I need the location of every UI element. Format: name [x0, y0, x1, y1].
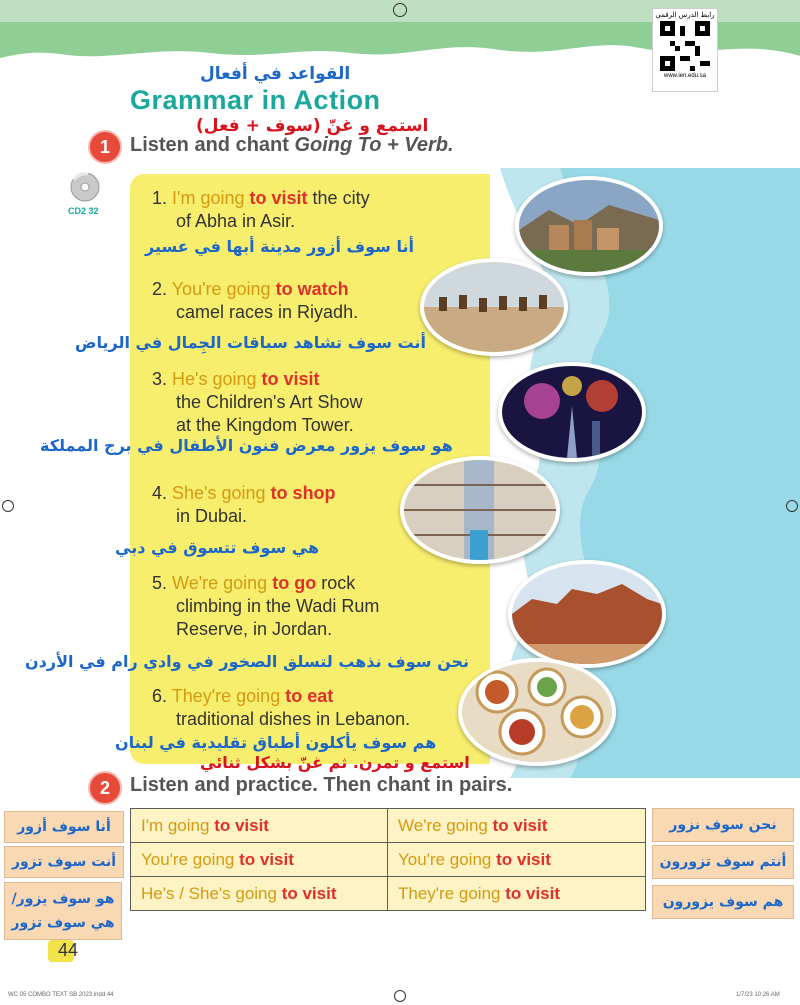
cell-subject: He's / She's going: [141, 883, 277, 903]
table-cell: [131, 843, 388, 877]
arabic-title: القواعد في أفعال: [200, 64, 351, 84]
item-line3: Reserve, in Jordan.: [176, 619, 333, 639]
cd-track-label: CD2 32: [68, 206, 99, 216]
item-line2: climbing in the Wadi Rum: [176, 596, 380, 616]
item-subject: I'm going: [172, 188, 245, 208]
footer-slug-left: WC 05 COMBO TEXT SB 2023.indd 44: [8, 992, 114, 998]
sentence-item-2: [152, 278, 452, 324]
item-verb: to eat: [285, 686, 334, 706]
item-subject: They're going: [171, 686, 281, 706]
arabic-translation-5: نحن سوف نذهب لتسلق الصخور في وادي رام في الأردن: [25, 652, 470, 671]
sentence-item-6: [152, 685, 472, 731]
table-cell: [131, 877, 388, 911]
cell-verb: to visit: [281, 883, 337, 903]
cell-verb: to visit: [492, 815, 548, 835]
page-number: 44: [58, 940, 79, 960]
table-cell: [388, 809, 646, 843]
item-number: 3.: [152, 369, 168, 389]
cell-subject: They're going: [398, 883, 501, 903]
item-line2: traditional dishes in Lebanon.: [176, 709, 411, 729]
item-subject: He's going: [172, 369, 257, 389]
photo-dubai-mall: [400, 456, 560, 564]
cell-verb: to visit: [239, 849, 294, 869]
qr-code-icon: [660, 21, 710, 71]
registration-mark-icon: [2, 500, 14, 512]
audio-cd-icon[interactable]: [68, 172, 102, 204]
item-number: 5.: [152, 573, 168, 593]
arabic-label-left-2: أنت سوف تزور: [4, 846, 124, 878]
table-row: [131, 877, 646, 911]
arabic-label-right-1: نحن سوف نزور: [652, 808, 794, 842]
item-verb: to go: [272, 573, 317, 593]
item-subject: You're going: [171, 279, 271, 299]
cell-subject: I'm going: [141, 815, 210, 835]
section2-arabic-heading: استمع و تمرن. ثم غنّ بشكل ثنائي: [200, 753, 470, 772]
photo-abha-city: [515, 176, 663, 276]
qr-caption: رابط الدرس الرقمي: [655, 11, 715, 19]
arabic-translation-6: هم سوف يأكلون أطباق تقليدية في لبنان: [115, 733, 437, 752]
item-verb: to watch: [275, 279, 349, 299]
item-line2: of Abha in Asir.: [176, 211, 296, 231]
item-rest: rock: [316, 573, 356, 593]
arabic-translation-1: أنا سوف أزور مدينة أبها في عسير: [145, 237, 414, 256]
item-number: 6.: [152, 686, 168, 706]
item-verb: to visit: [261, 369, 320, 389]
cell-subject: We're going: [398, 815, 488, 835]
item-line3: at the Kingdom Tower.: [176, 415, 354, 435]
item-rest: the city: [307, 188, 370, 208]
cell-subject: You're going: [398, 849, 492, 869]
photo-kingdom-tower: [498, 362, 646, 462]
arabic-label-right-2: أنتم سوف تزورون: [652, 845, 794, 879]
item-line2: in Dubai.: [176, 506, 248, 526]
item-subject: She's going: [172, 483, 266, 503]
item-line2: camel races in Riyadh.: [176, 302, 359, 322]
arabic-translation-3: هو سوف يزور معرض فنون الأطفال في برج المملكة: [40, 436, 453, 455]
arabic-translation-4: هي سوف تتسوق في دبي: [115, 538, 320, 557]
sentence-item-3: [152, 368, 452, 437]
qr-url: www.ien.edu.sa: [663, 73, 707, 79]
item-number: 1.: [152, 188, 168, 208]
section1-number-badge: 1: [88, 130, 122, 164]
arabic-translation-2: أنت سوف تشاهد سباقات الجِمال في الرياض: [75, 333, 426, 352]
sentence-item-1: [152, 187, 452, 233]
registration-mark-icon: [394, 990, 406, 1002]
registration-mark-icon: [393, 3, 407, 17]
item-number: 4.: [152, 483, 168, 503]
cell-verb: to visit: [214, 815, 269, 835]
item-subject: We're going: [172, 573, 268, 593]
table-cell: [388, 843, 646, 877]
section2-heading: Listen and practice. Then chant in pairs.: [130, 774, 513, 796]
item-line2: the Children's Art Show: [176, 392, 363, 412]
cell-subject: You're going: [141, 849, 235, 869]
table-row: [131, 809, 646, 843]
sentence-item-5: [152, 572, 472, 641]
photo-wadi-rum: [508, 560, 666, 668]
photo-camel-races: [420, 258, 568, 356]
table-row: [131, 843, 646, 877]
section1-heading-italic: Going To + Verb.: [294, 134, 454, 156]
footer-slug-right: 1/7/23 10:26 AM: [736, 992, 780, 998]
table-cell: [131, 809, 388, 843]
section1-arabic-heading: استمع و غنّ (سوف + فعل): [196, 116, 429, 136]
cell-verb: to visit: [505, 883, 561, 903]
arabic-label-left-1: أنا سوف أزور: [4, 811, 124, 843]
arabic-label-right-3: هم سوف يزورون: [652, 885, 794, 919]
table-cell: [388, 877, 646, 911]
item-verb: to shop: [270, 483, 336, 503]
cell-verb: to visit: [496, 849, 551, 869]
qr-code-box[interactable]: [652, 8, 718, 92]
photo-lebanese-dishes: [458, 658, 616, 766]
registration-mark-icon: [786, 500, 798, 512]
item-number: 2.: [152, 279, 168, 299]
section2-number-badge: 2: [88, 771, 122, 805]
section1-heading-text: Listen and chant: [130, 134, 295, 156]
grammar-table: [130, 808, 646, 911]
item-verb: to visit: [249, 188, 308, 208]
section1-heading: [130, 134, 454, 157]
page-title: Grammar in Action: [130, 85, 381, 115]
arabic-label-left-3: هو سوف يزور/ هي سوف تزور: [4, 882, 122, 940]
